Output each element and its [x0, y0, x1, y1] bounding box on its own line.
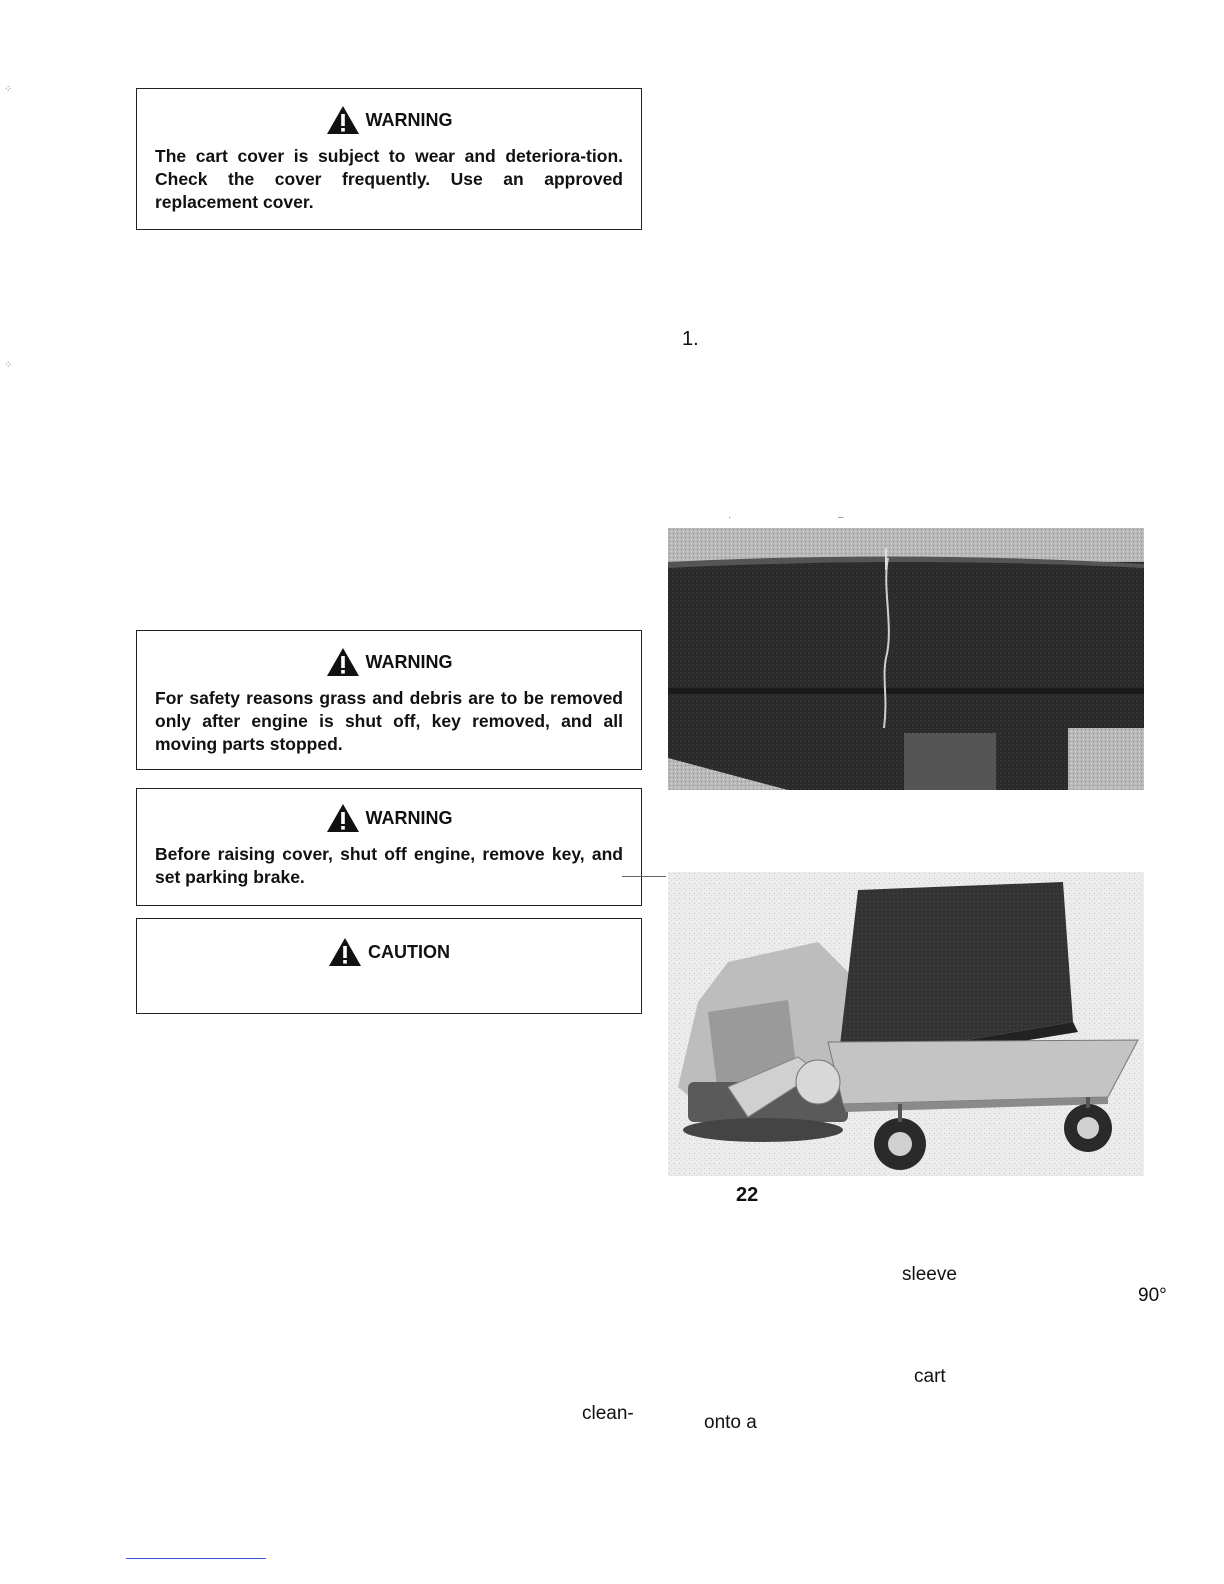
warning-triangle-icon [326, 647, 360, 677]
warning-title: WARNING [365, 807, 453, 828]
text-fragment-clean: clean- [582, 1403, 634, 1424]
step-number: 1. [682, 328, 699, 350]
warning-title: WARNING [365, 651, 453, 672]
warning-triangle-icon [326, 105, 360, 135]
scan-noise: – [838, 512, 844, 523]
tractor-cart-cover-raised-photo [668, 872, 1144, 1176]
caution-title: CAUTION [368, 941, 450, 962]
warning-text: For safety reasons grass and debris are to be removed only after engine is shut off, key removed, and all moving parts stopped. [155, 688, 623, 754]
caution-box [136, 918, 642, 1014]
warning-box-cover-wear [136, 88, 642, 230]
cart-cover-closeup-photo [668, 528, 1144, 790]
scan-noise: · [728, 512, 732, 523]
warning-box-raising-cover [136, 788, 642, 906]
footer-rule [126, 1558, 266, 1559]
figure-number: 22 [736, 1184, 759, 1206]
caution-header [155, 937, 623, 967]
warning-triangle-icon [326, 803, 360, 833]
text-fragment-angle: 90° [1138, 1285, 1167, 1306]
warning-text: The cart cover is subject to wear and deteriora-tion. Check the cover frequently. Use an approved replacement cover. [155, 146, 623, 212]
warning-box-debris-removal [136, 630, 642, 770]
warning-header [155, 105, 623, 135]
warning-title: WARNING [365, 109, 453, 130]
scan-noise: ⁘ [4, 360, 13, 371]
warning-triangle-icon [328, 937, 362, 967]
scan-noise: ⁘ [4, 84, 13, 95]
warning-text: Before raising cover, shut off engine, remove key, and set parking brake. [155, 844, 623, 887]
warning-header [155, 647, 623, 677]
text-fragment-onto: onto a [704, 1412, 757, 1433]
warning-header [155, 803, 623, 833]
callout-line [622, 876, 666, 877]
text-fragment-sleeve: sleeve [902, 1264, 957, 1285]
text-fragment-cart: cart [914, 1366, 946, 1387]
